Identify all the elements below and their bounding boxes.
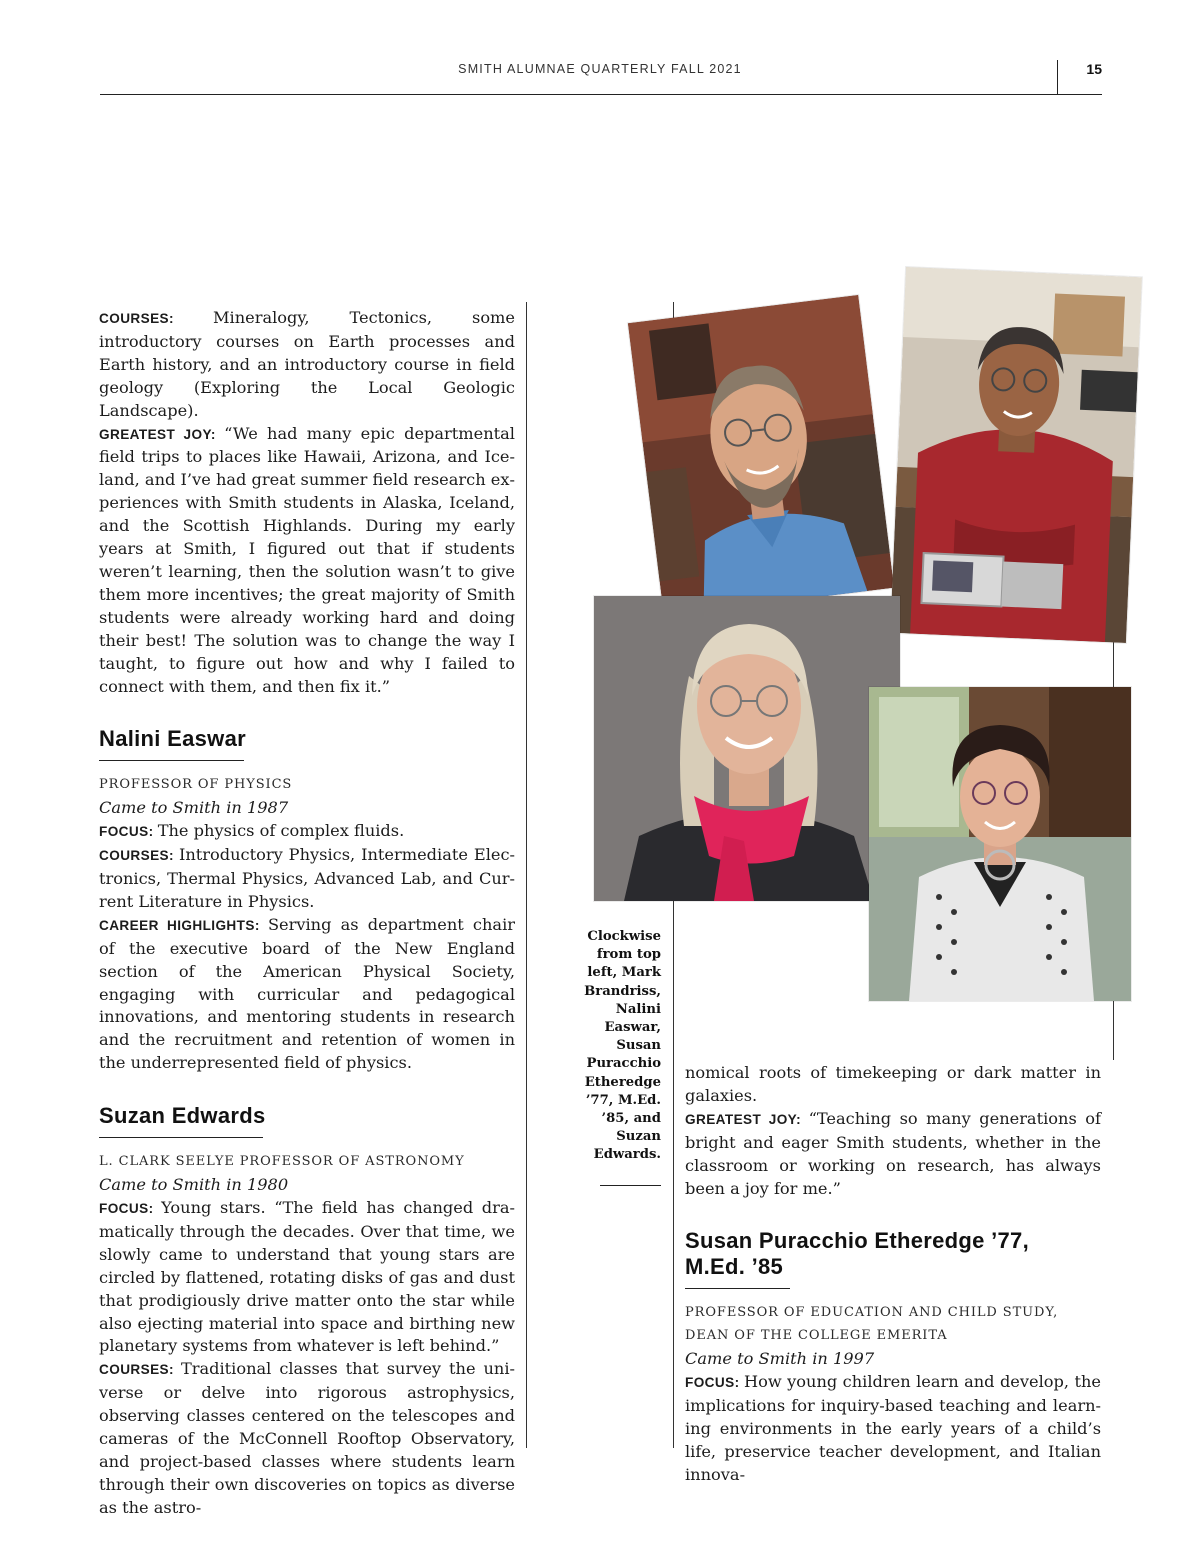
- profile-title: PROFESSOR OF PHYSICS: [99, 777, 293, 793]
- portrait-woman-red-scarf: [594, 596, 900, 901]
- profile-title-line-1: PROFESSOR OF EDUCATION AND CHILD STUDY,: [685, 1305, 1059, 1321]
- photo-suzan-edwards: [594, 596, 900, 901]
- photo-mark-brandriss: [628, 295, 894, 616]
- greatest-joy-paragraph: [99, 423, 515, 699]
- career-highlights-paragraph: [99, 914, 515, 1075]
- courses-paragraph: [99, 844, 515, 914]
- name-underline: [99, 1137, 263, 1138]
- career-highlights-label: CAREER HIGHLIGHTS:: [99, 917, 260, 933]
- focus-text: How young children learn and develop, the implications for inquiry-based teaching and learning environments in the early years of a child’s life, preservice teacher development, and Italian innova-: [685, 1372, 1101, 1484]
- courses-label: COURSES:: [99, 1362, 174, 1378]
- portrait-woman-red-sweater: [890, 267, 1142, 643]
- name-underline: [685, 1288, 790, 1289]
- continued-paragraph: nomical roots of timekeeping or dark matter in galaxies.: [685, 1063, 1101, 1105]
- portrait-woman-patterned-cardigan: [869, 687, 1131, 1001]
- courses-text: Traditional classes that survey the universe or delve into rigorous astrophysics, observing classes centered on the telescopes and cameras of the McConnell Rooftop Observatory, and project-based classes where students learn through their own discoveries on topics as diverse as the astro-: [99, 1359, 515, 1517]
- portrait-man-blue-shirt: [628, 295, 894, 616]
- focus-label: FOCUS:: [685, 1375, 740, 1391]
- focus-paragraph: [99, 1197, 515, 1358]
- focus-paragraph: [99, 820, 515, 844]
- name-underline: [99, 760, 244, 761]
- page-number: 15: [1086, 61, 1102, 77]
- courses-text: Introductory Physics, Intermediate Electronics, Thermal Physics, Advanced Lab, and Current Literature in Physics.: [99, 845, 515, 911]
- focus-paragraph: [685, 1371, 1101, 1487]
- came-to-smith: Came to Smith in 1980: [99, 1175, 289, 1195]
- focus-label: FOCUS:: [99, 1201, 154, 1216]
- focus-text: Young stars. “The field has changed dramatically through the decades. Over that time, we slowly came to understand that young stars are circled by flattened, rotating disks of gas and dust that prodigiously drive matter onto the star while also ejecting material into space and birthing new planetary systems from whatever is left behind.”: [99, 1198, 516, 1356]
- focus-label: FOCUS:: [99, 824, 154, 840]
- greatest-joy-paragraph: [685, 1108, 1101, 1201]
- courses-paragraph: [99, 1358, 515, 1519]
- header-divider: [1057, 60, 1058, 94]
- came-to-smith: Came to Smith in 1987: [99, 798, 289, 818]
- header-rule: [100, 94, 1102, 95]
- publication-title: SMITH ALUMNAE QUARTERLY FALL 2021: [458, 62, 742, 76]
- greatest-joy-text: “We had many epic departmental field trips to places like Hawaii, Arizona, and Iceland, and I’ve had great summer field research experiences with Smith students in Alaska, Iceland, and the Scottish Highlands. During my early years at Smith, I figured out that if students weren’t learning, then the solution wasn’t to give them more incentives; the great majority of Smith students were already working hard and doing their best! The solution was to change the way I taught, to figure out how and why I failed to connect with them, and then fix it.”: [99, 423, 515, 696]
- profile-name-nalini: Nalini Easwar: [99, 726, 246, 752]
- courses-paragraph: [99, 307, 515, 423]
- focus-text: The physics of complex fluids.: [157, 821, 405, 841]
- profile-title-line-2: DEAN OF THE COLLEGE EMERITA: [685, 1328, 948, 1344]
- photo-susan-etheredge: [869, 687, 1131, 1001]
- photo-caption: Clockwise from top left, Mark Brandriss, Nalini Easwar, Susan Puracchio Etheredge ’77, M.Ed. ’85, and Suzan Edwards.: [584, 929, 661, 1163]
- left-column: [99, 307, 515, 1520]
- greatest-joy-text: “Teaching so many generations of bright and eager Smith students, whether in the classroom or working on research, has always been a joy for me.”: [685, 1108, 1101, 1198]
- courses-label: COURSES:: [99, 848, 174, 864]
- left-column-rule: [526, 302, 527, 1448]
- profile-name-susan: Susan Puracchio Etheredge ’77, M.Ed. ’85: [685, 1228, 1030, 1280]
- came-to-smith: Came to Smith in 1997: [685, 1349, 875, 1369]
- profile-name-suzan: Suzan Edwards: [99, 1103, 266, 1129]
- profile-title: L. CLARK SEELYE PROFESSOR OF ASTRONOMY: [99, 1154, 465, 1170]
- photo-nalini-easwar: [890, 267, 1142, 643]
- courses-text: Mineralogy, Tectonics, some introductory courses on Earth processes and Earth history, and an introductory course in field geology (Exploring the Local Geologic Landscape).: [99, 308, 515, 420]
- courses-label: COURSES:: [99, 311, 174, 326]
- greatest-joy-label: GREATEST JOY:: [685, 1111, 802, 1127]
- caption-rule: [600, 1185, 661, 1186]
- greatest-joy-label: GREATEST JOY:: [99, 426, 216, 442]
- right-column: [685, 1062, 1101, 1487]
- career-highlights-text: Serving as department chair of the executive board of the New England section of the American Physical Society, engaging with curricular and pedagogical innovations, and mentoring students in research and the recruitment and retention of women in the underrepresented field of physics.: [99, 914, 515, 1073]
